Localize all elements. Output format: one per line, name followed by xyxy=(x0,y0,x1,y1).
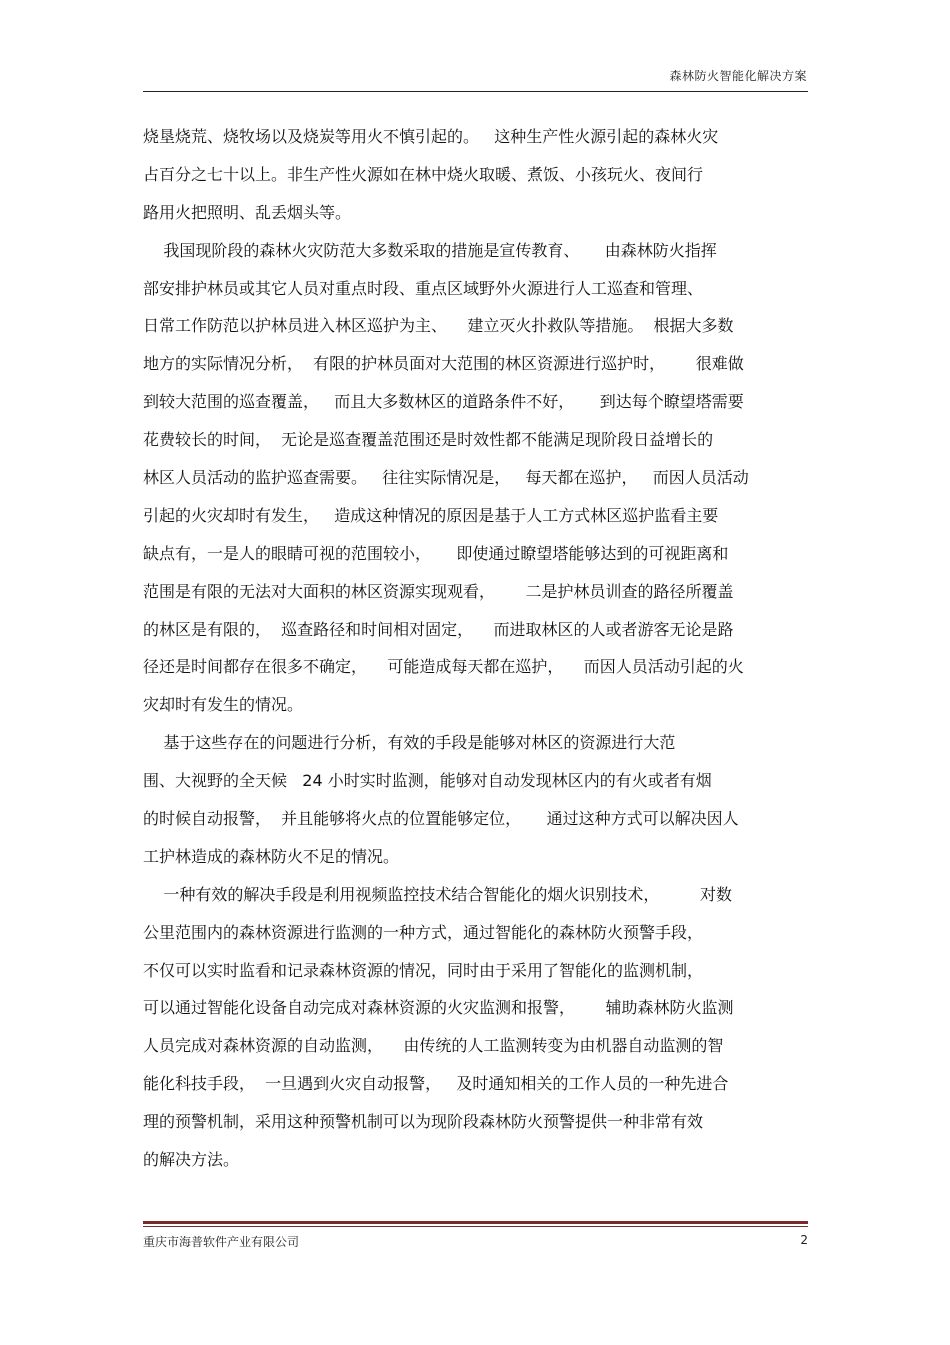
text-line: 林区人员活动的监护巡查需要。 往往实际情况是， 每天都在巡护， 而因人员活动 xyxy=(143,468,749,488)
text-line: 理的预警机制，采用这种预警机制可以为现阶段森林防火预警提供一种非常有效 xyxy=(143,1112,704,1132)
text-line: 地方的实际情况分析， 有限的护林员面对大范围的林区资源进行巡护时， 很难做 xyxy=(143,354,744,374)
company-name: 重庆市海普软件产业有限公司 xyxy=(143,1235,300,1249)
text-line: 围、大视野的全天候 24 小时实时监测，能够对自动发现林区内的有火或者有烟 xyxy=(143,771,712,791)
text-line: 工护林造成的森林防火不足的情况。 xyxy=(143,846,400,866)
text-line: 的时候自动报警， 并且能够将火点的位置能够定位， 通过这种方式可以解决因人 xyxy=(143,809,739,829)
text-line: 能化科技手段， 一旦遇到火灾自动报警， 及时通知相关的工作人员的一种先进合 xyxy=(143,1074,729,1094)
footer-divider-thin xyxy=(143,1226,808,1227)
text-line: 日常工作防范以护林员进入林区巡护为主、 建立灭火扑救队等措施。 根据大多数 xyxy=(143,316,734,336)
text-line: 我国现阶段的森林火灾防范大多数采取的措施是宣传教育、 由森林防火指挥 xyxy=(143,240,717,260)
text-line: 一种有效的解决手段是利用视频监控技术结合智能化的烟火识别技术， 对数 xyxy=(143,884,733,904)
text-line: 路用火把照明、乱丢烟头等。 xyxy=(143,202,352,222)
text-line: 的解决方法。 xyxy=(143,1150,240,1170)
text-line: 烧垦烧荒、烧牧场以及烧炭等用火不慎引起的。 这种生产性火源引起的森林火灾 xyxy=(143,127,719,146)
footer-divider xyxy=(143,1221,808,1224)
text-line: 人员完成对森林资源的自动监测， 由传统的人工监测转变为由机器自动监测的智 xyxy=(143,1036,724,1056)
text-line: 公里范围内的森林资源进行监测的一种方式，通过智能化的森林防火预警手段， xyxy=(143,922,704,942)
text-line: 径还是时间都存在很多不确定， 可能造成每天都在巡护， 而因人员活动引起的火 xyxy=(143,657,744,677)
text-line: 的林区是有限的， 巡查路径和时间相对固定， 而进取林区的人或者游客无论是路 xyxy=(143,619,734,639)
text-line: 范围是有限的无法对大面积的林区资源实现观看， 二是护林员训查的路径所覆盖 xyxy=(143,581,734,601)
text-line: 到较大范围的巡查覆盖， 而且大多数林区的道路条件不好， 到达每个瞭望塔需要 xyxy=(143,392,744,412)
text-line: 基于这些存在的问题进行分析，有效的手段是能够对林区的资源进行大范 xyxy=(143,733,676,753)
text-line: 灾却时有发生的情况。 xyxy=(143,695,304,715)
text-line: 引起的火灾却时有发生， 造成这种情况的原因是基于人工方式林区巡护监看主要 xyxy=(143,505,719,525)
text-line: 缺点有，一是人的眼睛可视的范围较小， 即使通过瞭望塔能够达到的可视距离和 xyxy=(143,543,729,563)
text-line: 占百分之七十以上。非生产性火源如在林中烧火取暖、煮饭、小孩玩火、夜间行 xyxy=(143,164,704,184)
page-number: 2 xyxy=(800,1233,808,1247)
text-line: 花费较长的时间， 无论是巡查覆盖范围还是时效性都不能满足现阶段日益增长的 xyxy=(143,430,714,450)
document-title: 森林防火智能化解决方案 xyxy=(669,69,807,83)
body-text xyxy=(143,118,808,1179)
text-line: 部安排护林员或其它人员对重点时段、重点区域野外火源进行人工巡查和管理、 xyxy=(143,278,704,298)
header-divider xyxy=(143,91,808,92)
text-line: 可以通过智能化设备自动完成对森林资源的火灾监测和报警， 辅助森林防火监测 xyxy=(143,998,734,1018)
text-line: 不仅可以实时监看和记录森林资源的情况，同时由于采用了智能化的监测机制， xyxy=(143,960,704,980)
